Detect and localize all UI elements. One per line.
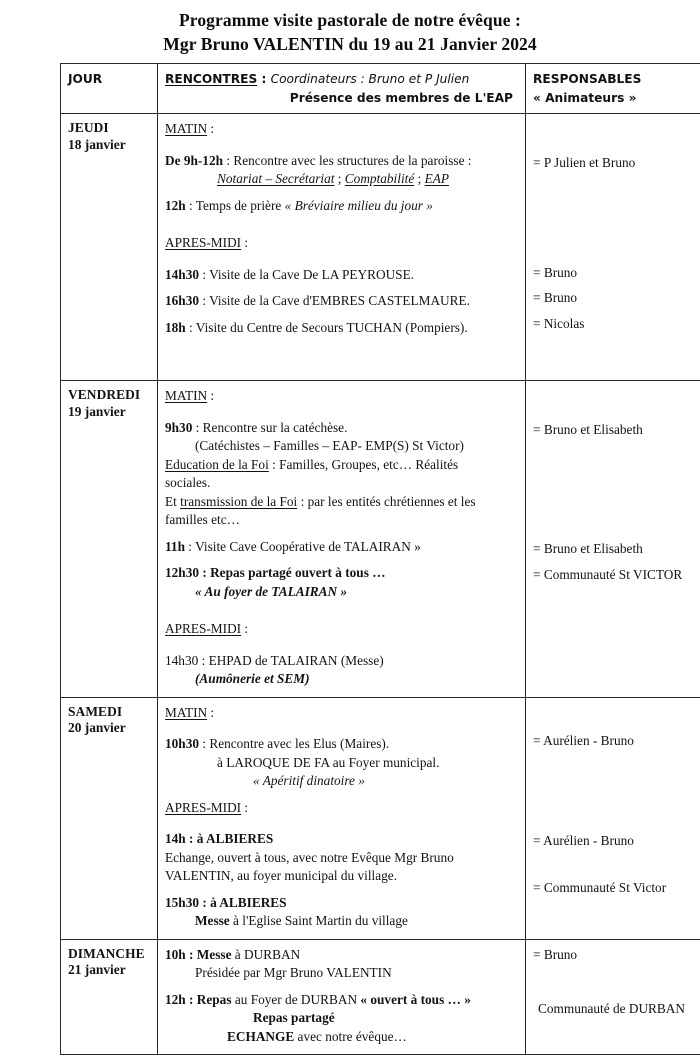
- education-foi-label: Education de la Foi: [165, 457, 269, 472]
- page-title-line2: Mgr Bruno VALENTIN du 19 au 21 Janvier 2024: [0, 32, 700, 56]
- header-cell-meetings: [158, 64, 526, 113]
- header-day-label: JOUR: [68, 72, 102, 86]
- item-text: : Visite Cave Coopérative de TALAIRAN »: [185, 539, 421, 554]
- matin-label: MATIN: [165, 121, 207, 136]
- header-meetings-colon: :: [257, 72, 270, 86]
- item-text: : Visite de la Cave De LA PEYROUSE.: [199, 267, 414, 282]
- echange-text: avec notre évêque…: [294, 1029, 407, 1044]
- item-text: : Visite du Centre de Secours TUCHAN (Pompiers).: [186, 320, 468, 335]
- responsables-cell: [526, 698, 700, 939]
- responsable-entry: Communauté de DURBAN: [533, 1000, 700, 1019]
- messe-durban-label: 10h : Messe: [165, 947, 231, 962]
- day-cell: [61, 114, 158, 380]
- albieres-echange-line1: Echange, ouvert à tous, avec notre Evêque Mgr Bruno: [165, 849, 519, 868]
- responsable-entry: = Communauté St Victor: [533, 879, 700, 898]
- transmission-foi-text: : par les entités chrétiennes et les: [297, 494, 475, 509]
- education-foi-line2: sociales.: [165, 474, 519, 493]
- responsable-entry: = Bruno et Elisabeth: [533, 421, 700, 440]
- day-date: 20 janvier: [68, 720, 151, 737]
- day-date: 19 janvier: [68, 404, 151, 421]
- item-sub-aumonerie: (Aumônerie et SEM): [165, 670, 519, 689]
- day-name: DIMANCHE: [68, 946, 151, 963]
- table-row: [61, 381, 700, 698]
- apresmidi-label: APRES-MIDI: [165, 235, 241, 250]
- responsable-entry: = Aurélien - Bruno: [533, 832, 700, 851]
- table-row: [61, 940, 700, 1055]
- item-time: De 9h-12h: [165, 153, 223, 168]
- day-name: VENDREDI: [68, 387, 151, 404]
- albieres-echange-line2: VALENTIN, au foyer municipal du village.: [165, 867, 519, 886]
- item-text: : Temps de prière: [186, 198, 285, 213]
- header-meetings-coordinators: Coordinateurs : Bruno et P Julien: [271, 72, 470, 86]
- day-cell: [61, 940, 158, 1055]
- item-sub-catechistes: (Catéchistes – Familles – EAP- EMP(S) St Victor): [165, 437, 519, 456]
- repas-durban-text: au Foyer de DURBAN: [232, 992, 361, 1007]
- echange-label: ECHANGE: [227, 1029, 294, 1044]
- page-title-line1: Programme visite pastorale de notre évêque :: [0, 8, 700, 32]
- transmission-foi-prefix: Et: [165, 494, 180, 509]
- item-time: 9h30: [165, 420, 192, 435]
- transmission-foi-line2: familles etc…: [165, 511, 519, 530]
- matin-label: MATIN: [165, 388, 207, 403]
- messe-label: Messe: [195, 913, 230, 928]
- responsables-cell: [526, 114, 700, 380]
- item-text: : Rencontre sur la catéchèse.: [192, 420, 347, 435]
- responsable-entry: = Communauté St VICTOR: [533, 566, 700, 585]
- table-row: [61, 698, 700, 940]
- matin-colon: :: [207, 705, 214, 720]
- item-time: 10h30: [165, 736, 199, 751]
- day-cell: [61, 698, 158, 939]
- matin-label: MATIN: [165, 705, 207, 720]
- header-responsables-line1: RESPONSABLES: [533, 70, 700, 89]
- transmission-foi-label: transmission de la Foi: [180, 494, 297, 509]
- matin-colon: :: [207, 121, 214, 136]
- apresmidi-colon: :: [241, 800, 248, 815]
- messe-durban-text: à DURBAN: [231, 947, 300, 962]
- item-sub-aperitif: « Apéritif dinatoire »: [165, 772, 519, 791]
- responsable-entry: = Nicolas: [533, 315, 700, 334]
- meetings-cell: [158, 698, 526, 939]
- table-row: [61, 114, 700, 381]
- item-time: 12h: [165, 198, 186, 213]
- education-foi-text: : Familles, Groupes, etc… Réalités: [269, 457, 458, 472]
- repas-partage-title: 12h30 : Repas partagé ouvert à tous …: [165, 564, 519, 583]
- meetings-cell: MATIN : De 9h-12h : Rencontre avec les structures de la paroisse : Notariat – Secrétariat ; Comptabilité ; EAP 12h : Temps de prière « Bréviaire milieu du jour » APRES-MIDI : 14h30 : Visite de la Cave De LA PEYROUSE. 16h30 : Visite de la Cave d'EMBRES CASTELMAURE. 18h : Visite du Centre de Secours TUCHAN (Pompiers).: [158, 114, 526, 380]
- day-date: 18 janvier: [68, 137, 151, 154]
- item-time: 18h: [165, 320, 186, 335]
- responsables-cell: [526, 940, 700, 1055]
- albieres-echange-title: 14h : à ALBIERES: [165, 830, 519, 849]
- meetings-cell: [158, 381, 526, 697]
- responsable-entry: = Bruno: [533, 289, 700, 308]
- responsable-entry: = Bruno: [533, 264, 700, 283]
- day-date: 21 janvier: [68, 962, 151, 979]
- day-name: SAMEDI: [68, 704, 151, 721]
- day-cell: [61, 381, 158, 697]
- albieres-messe-title: 15h30 : à ALBIERES: [165, 894, 519, 913]
- item-time: 16h30: [165, 293, 199, 308]
- item-sub-comptabilite: Comptabilité: [345, 171, 414, 186]
- repas-partage-sub: « Au foyer de TALAIRAN »: [165, 583, 519, 602]
- item-sub-eap: EAP: [425, 171, 449, 186]
- header-meetings-line2: Présence des membres de L'EAP: [165, 89, 519, 108]
- repas-durban-quote: « ouvert à tous … »: [360, 992, 470, 1007]
- item-text: : Rencontre avec les Elus (Maires).: [199, 736, 389, 751]
- responsable-entry: = P Julien et Bruno: [533, 154, 700, 173]
- responsable-entry: = Bruno: [533, 946, 700, 965]
- header-cell-responsables: [526, 64, 700, 113]
- item-text: 14h30 : EHPAD de TALAIRAN (Messe): [165, 652, 519, 671]
- messe-text: à l'Eglise Saint Martin du village: [230, 913, 408, 928]
- schedule-table: [60, 63, 700, 1055]
- item-time: 14h30: [165, 267, 199, 282]
- page-title: [0, 8, 700, 56]
- meetings-cell: [158, 940, 526, 1055]
- apresmidi-colon: :: [241, 621, 248, 636]
- responsable-entry: = Aurélien - Bruno: [533, 732, 700, 751]
- responsable-entry: = Bruno et Elisabeth: [533, 540, 700, 559]
- item-text: : Rencontre avec les structures de la paroisse :: [223, 153, 472, 168]
- header-cell-day: [61, 64, 158, 113]
- day-name: JEUDI: [68, 120, 151, 137]
- apresmidi-label: APRES-MIDI: [165, 621, 241, 636]
- item-text: : Visite de la Cave d'EMBRES CASTELMAURE.: [199, 293, 470, 308]
- apresmidi-colon: :: [241, 235, 248, 250]
- header-responsables-line2: « Animateurs »: [533, 89, 700, 108]
- header-meetings-label: RENCONTRES: [165, 72, 257, 86]
- table-header-row: [61, 64, 700, 114]
- item-time: 11h: [165, 539, 185, 554]
- messe-durban-sub: Présidée par Mgr Bruno VALENTIN: [165, 964, 519, 983]
- repas-durban-label: 12h : Repas: [165, 992, 232, 1007]
- item-sub-laroque: à LAROQUE DE FA au Foyer municipal.: [165, 754, 519, 773]
- apresmidi-label: APRES-MIDI: [165, 800, 241, 815]
- repas-partage-label: Repas partagé: [165, 1009, 519, 1028]
- responsables-cell: [526, 381, 700, 697]
- item-quote: « Bréviaire milieu du jour »: [285, 198, 433, 213]
- item-sub-notariat: Notariat – Secrétariat: [217, 171, 334, 186]
- matin-colon: :: [207, 388, 214, 403]
